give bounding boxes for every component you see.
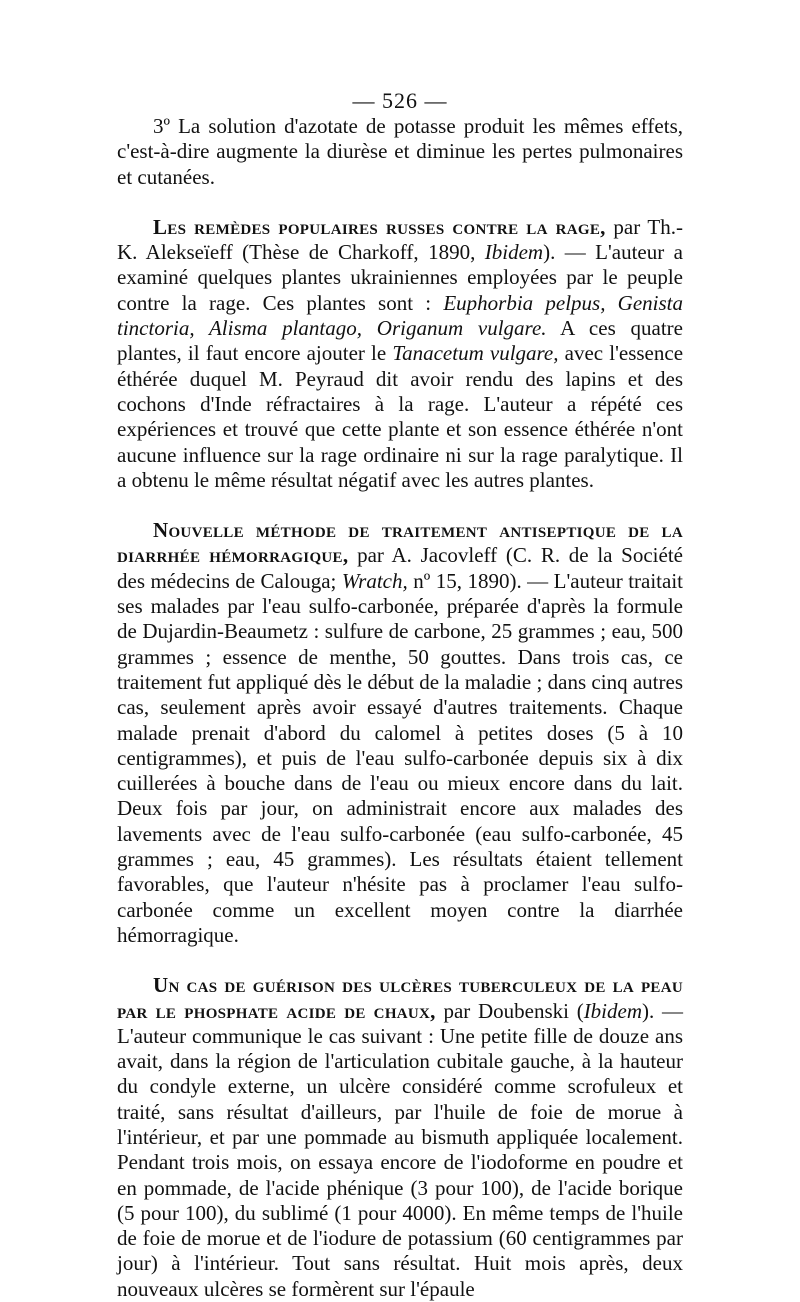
article-title: Les remèdes populaires russes contre la rage, [153,214,606,239]
page-number: — 526 — [352,88,448,113]
page-body [117,114,683,1302]
article-rage-remedies: Les remèdes populaires russes contre la rage, par Th.-K. Alekseïeff (Thèse de Charkoff, 1890, Ibidem). — L'auteur a examiné quelques plantes ukrainiennes employées par le peuple contre la rage. Ces plantes sont : Euphorbia pelpus, Genista tinctoria, Alisma plantago, Origanum vulgare. A ces quatre plantes, il faut encore ajouter le Tanacetum vulgare, avec l'essence éthérée duquel M. Peyraud dit avoir rendu des lapins et des cochons d'Inde réfractaires à la rage. L'auteur a répété ces expériences et trouvé que cette plante et son essence éthérée n'ont aucune influence sur la rage ordinaire ni sur la rage paralytique. Il a obtenu le même résultat négatif avec les autres plantes. [117,214,684,492]
article-title: Nouvelle méthode de traitement antiseptique de la diarrhée hémorragique, [117,518,683,568]
paragraph-potassium-nitrate: 3º La solution d'azotate de potasse produit les mêmes effets, c'est-à-dire augmente la diurèse et diminue les pertes pulmonaires et cutanées. [117,114,683,189]
article-title: Un cas de guérison des ulcères tuberculeux de la peau par le phosphate acide de chaux, [117,973,683,1023]
article-tuberculous-ulcers: Un cas de guérison des ulcères tuberculeux de la peau par le phosphate acide de chaux, par Doubenski (Ibidem). — L'auteur communique le cas suivant : Une petite fille de douze ans avait, dans la région de l'articulation cubitale gauche, à la hauteur du condyle externe, un ulcère considéré comme scrofuleux et traité, sans résultat d'ailleurs, par l'huile de foie de morue à l'intérieur, et par une pommade au bismuth appliquée localement. Pendant trois mois, on essaya encore de l'iodoforme en poudre et en pommade, de l'acide phénique (3 pour 100), de l'acide borique (5 pour 100), du sublimé (1 pour 4000). En même temps de l'huile de foie de morue et de l'iodure de potassium (60 centigrammes par jour) à l'intérieur. Tout sans résultat. Huit mois après, deux nouveaux ulcères se formèrent sur l'épaule [117,973,683,1301]
article-antiseptic-treatment: Nouvelle méthode de traitement antiseptique de la diarrhée hémorragique, par A. Jacovleff (C. R. de la Société des médecins de Calouga; Wratch, nº 15, 1890). — L'auteur traitait ses malades par l'eau sulfo-carbonée, préparée d'après la formule de Dujardin-Beaumetz : sulfure de carbone, 25 grammes ; eau, 500 grammes ; essence de menthe, 50 gouttes. Dans trois cas, ce traitement fut appliqué dès le début de la maladie ; dans cinq autres cas, seulement après avoir essayé d'autres traitements. Chaque malade prenait d'abord du calomel à petites doses (5 à 10 centigrammes), et puis de l'eau sulfo-carbonée depuis six à dix cuillerées à bouche dans de l'eau ou mieux encore dans du lait. Deux fois par jour, on administrait encore aux malades des lavements avec de l'eau sulfo-carbonée (eau sulfo-carbonée, 45 grammes ; eau, 45 grammes). Les résultats étaient tellement favorables, que l'auteur n'hésite pas à proclamer l'eau sulfo-carbonée comme un excellent moyen contre la diarrhée hémorragique. [117,518,683,947]
